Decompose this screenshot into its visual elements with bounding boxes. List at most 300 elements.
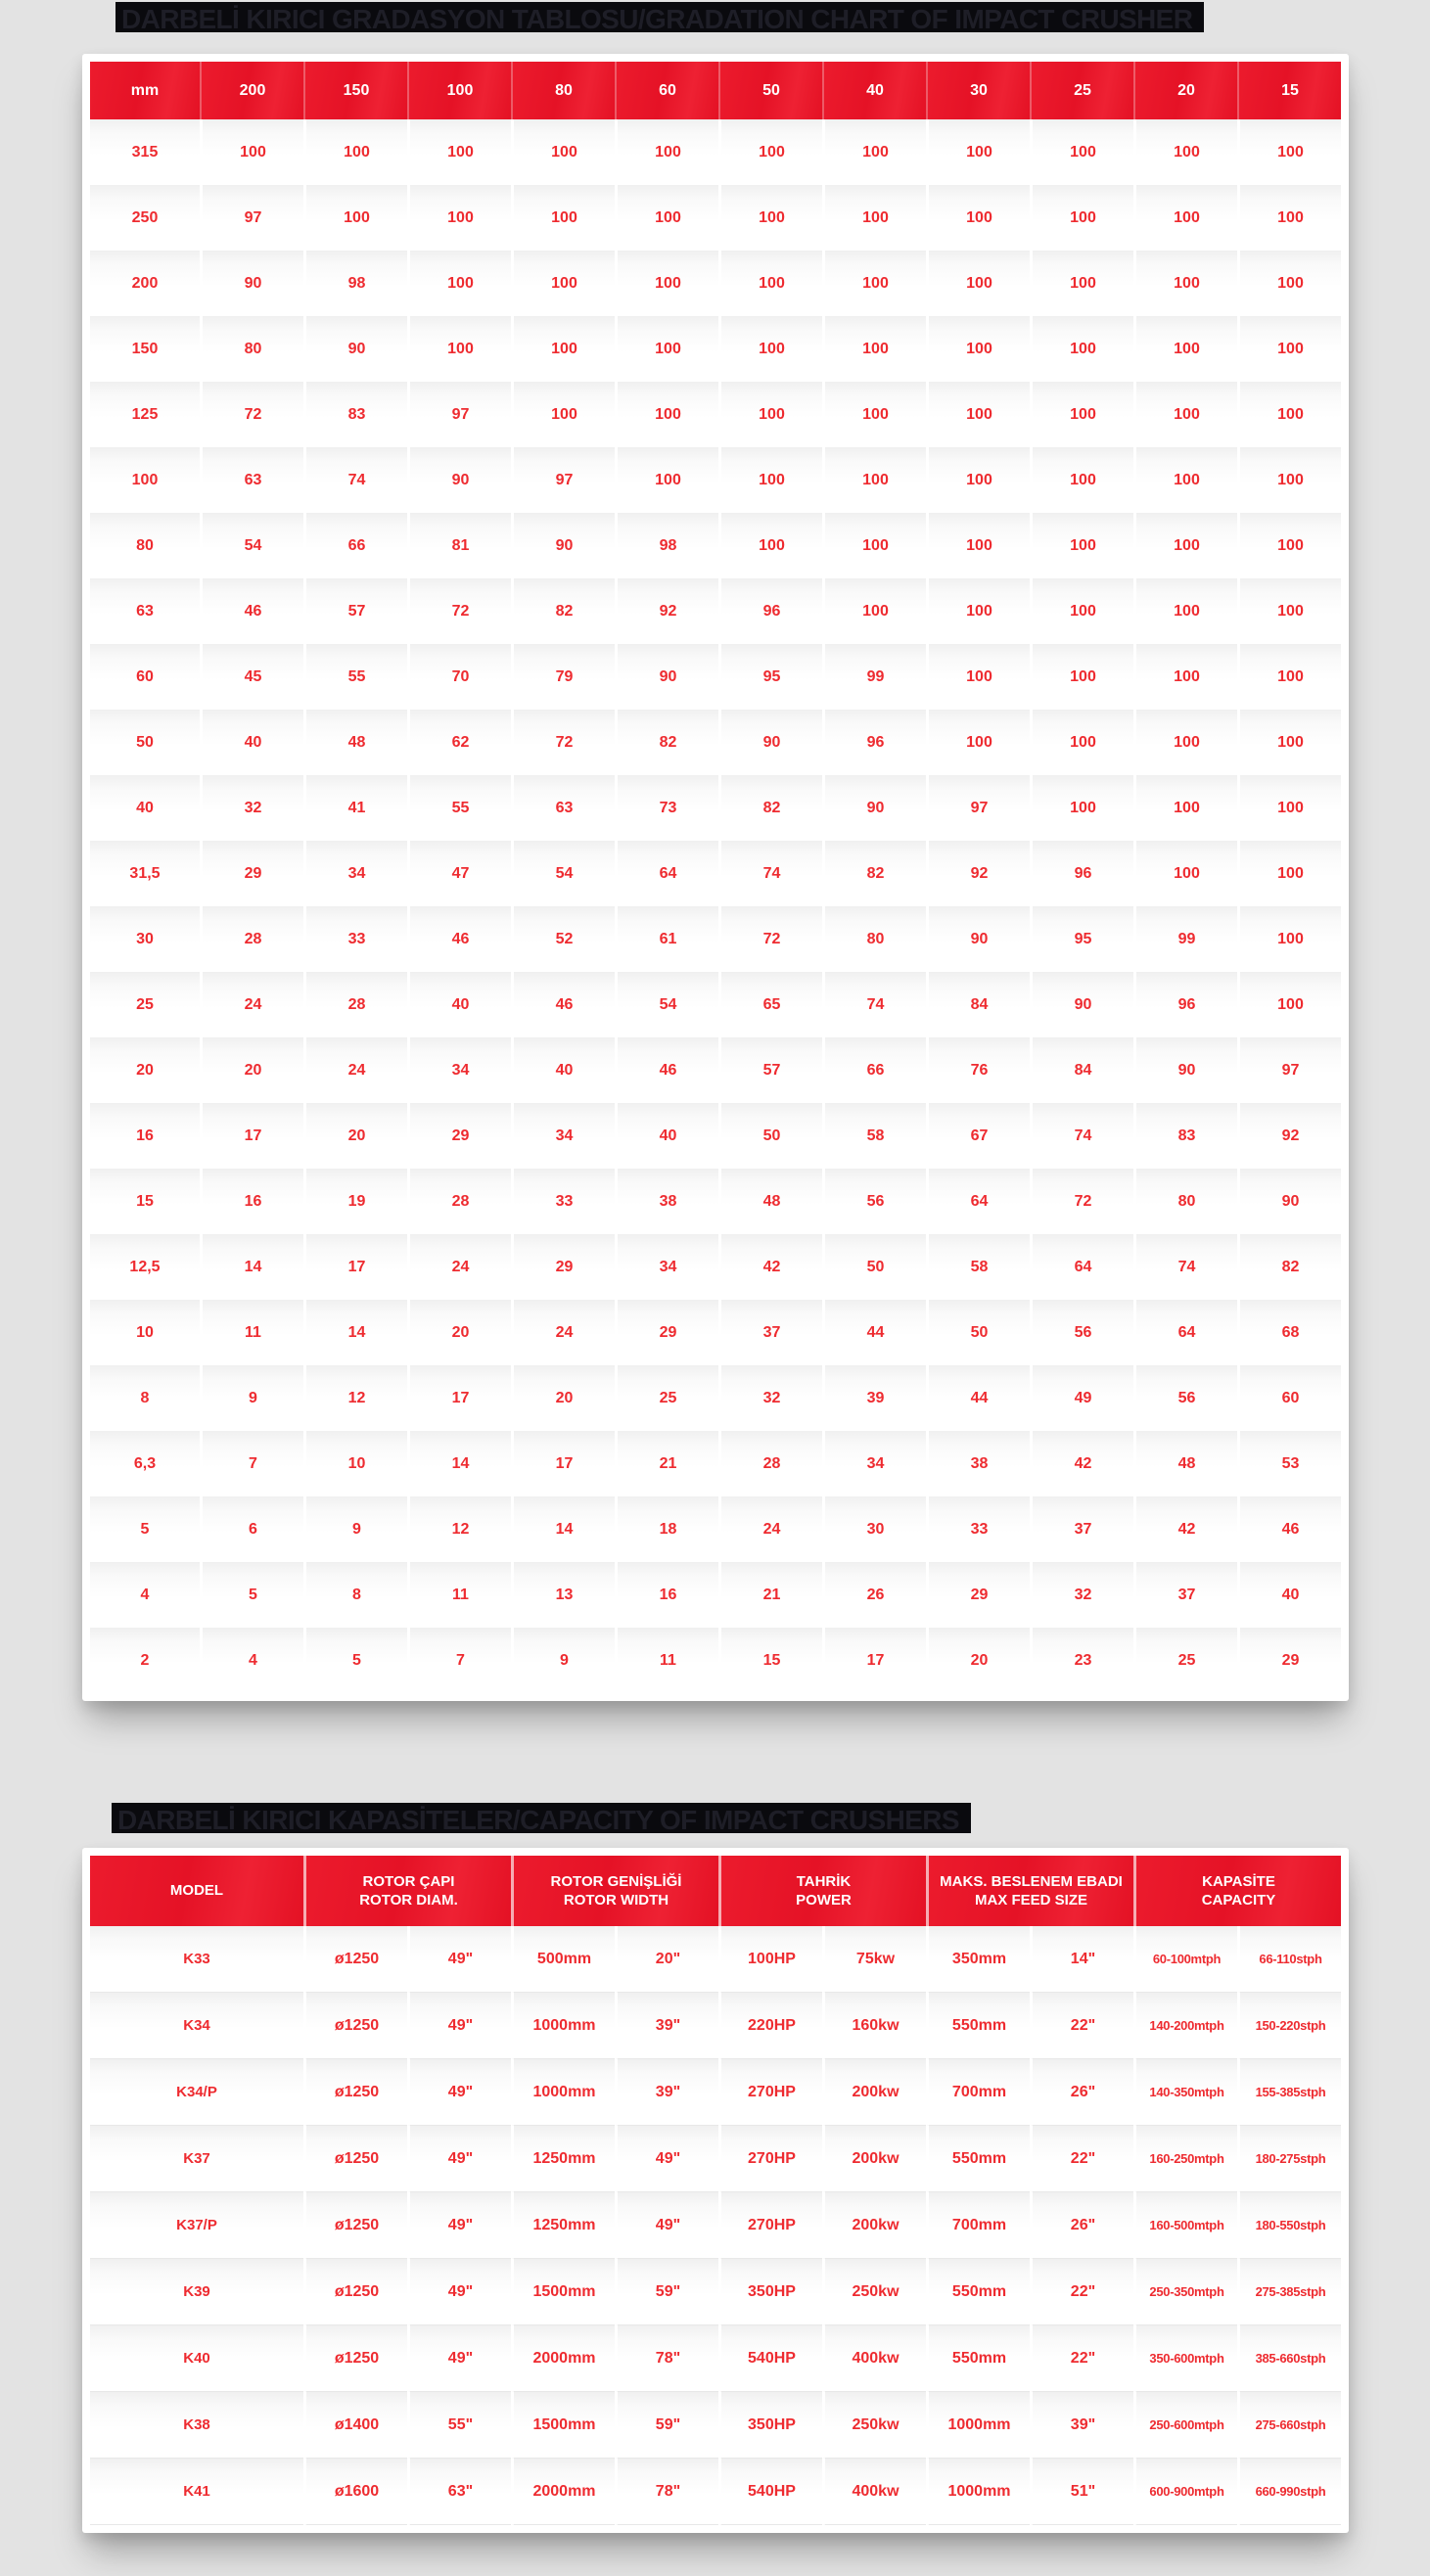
gradation-cell: 24: [200, 972, 303, 1037]
capacity-cell: 250-350mtph: [1133, 2259, 1237, 2325]
gradation-cell: 80: [822, 906, 926, 972]
gradation-cell: 82: [511, 578, 615, 644]
gradation-cell: 79: [511, 644, 615, 710]
gradation-col-header: 40: [822, 62, 926, 119]
gradation-cell: 11: [200, 1300, 303, 1365]
capacity-col-header: ROTOR GENİŞLİĞİ ROTOR WIDTH: [511, 1856, 718, 1926]
gradation-cell: 40: [200, 710, 303, 775]
gradation-cell: 100: [1133, 119, 1237, 185]
gradation-cell: 67: [926, 1103, 1030, 1169]
gradation-cell: 100: [822, 447, 926, 513]
gradation-cell: 100: [407, 251, 511, 316]
gradation-cell: 46: [200, 578, 303, 644]
gradation-cell: 34: [303, 841, 407, 906]
gradation-cell: 57: [303, 578, 407, 644]
gradation-cell: 99: [1133, 906, 1237, 972]
gradation-cell: 100: [407, 316, 511, 382]
capacity-row: [90, 2259, 1341, 2325]
gradation-cell: 5: [200, 1562, 303, 1628]
capacity-cell: 14": [1030, 1926, 1133, 1993]
capacity-cell: 550mm: [926, 2259, 1030, 2325]
gradation-cell: 12: [407, 1496, 511, 1562]
gradation-cell: 57: [718, 1037, 822, 1103]
capacity-tbody: [90, 1926, 1341, 2525]
gradation-cell: 40: [407, 972, 511, 1037]
gradation-cell: 100: [1133, 251, 1237, 316]
gradation-cell: 72: [407, 578, 511, 644]
gradation-cell: 25: [615, 1365, 718, 1431]
capacity-cell: 78": [615, 2325, 718, 2392]
gradation-cell: 97: [926, 775, 1030, 841]
gradation-row: [90, 1431, 1341, 1496]
gradation-cell: 29: [926, 1562, 1030, 1628]
capacity-cell: ø1250: [303, 1926, 407, 1993]
gradation-row: [90, 1300, 1341, 1365]
gradation-cell: 74: [718, 841, 822, 906]
gradation-cell: 17: [200, 1103, 303, 1169]
capacity-cell: 51": [1030, 2459, 1133, 2525]
gradation-row: [90, 316, 1341, 382]
capacity-cell: 350HP: [718, 2259, 822, 2325]
gradation-cell: 100: [718, 513, 822, 578]
gradation-row-label: 10: [90, 1300, 200, 1365]
gradation-cell: 100: [822, 185, 926, 251]
capacity-row: [90, 2059, 1341, 2126]
gradation-cell: 100: [822, 513, 926, 578]
capacity-cell: 66-110stph: [1237, 1926, 1341, 1993]
gradation-cell: 96: [718, 578, 822, 644]
capacity-cell: ø1250: [303, 2325, 407, 2392]
gradation-cell: 92: [615, 578, 718, 644]
gradation-cell: 46: [407, 906, 511, 972]
capacity-cell: 1000mm: [511, 2059, 615, 2126]
gradation-cell: 29: [615, 1300, 718, 1365]
gradation-cell: 48: [1133, 1431, 1237, 1496]
gradation-cell: 90: [303, 316, 407, 382]
capacity-model-label: K34/P: [90, 2059, 303, 2126]
gradation-cell: 100: [1133, 513, 1237, 578]
gradation-cell: 20: [200, 1037, 303, 1103]
gradation-cell: 100: [926, 644, 1030, 710]
gradation-cell: 100: [511, 251, 615, 316]
capacity-cell: 20": [615, 1926, 718, 1993]
capacity-cell: 200kw: [822, 2126, 926, 2192]
gradation-row-label: 5: [90, 1496, 200, 1562]
capacity-cell: 250kw: [822, 2392, 926, 2459]
gradation-cell: 100: [926, 578, 1030, 644]
gradation-cell: 40: [1237, 1562, 1341, 1628]
capacity-col-header: TAHRİK POWER: [718, 1856, 926, 1926]
gradation-cell: 90: [407, 447, 511, 513]
capacity-model-label: K40: [90, 2325, 303, 2392]
gradation-cell: 100: [615, 185, 718, 251]
capacity-row: [90, 2459, 1341, 2525]
gradation-cell: 96: [1030, 841, 1133, 906]
capacity-row: [90, 2126, 1341, 2192]
gradation-cell: 100: [926, 316, 1030, 382]
gradation-cell: 21: [718, 1562, 822, 1628]
gradation-cell: 42: [1030, 1431, 1133, 1496]
gradation-cell: 63: [511, 775, 615, 841]
capacity-cell: 250-600mtph: [1133, 2392, 1237, 2459]
gradation-cell: 52: [511, 906, 615, 972]
gradation-cell: 80: [200, 316, 303, 382]
gradation-cell: 90: [1237, 1169, 1341, 1234]
capacity-cell: 180-275stph: [1237, 2126, 1341, 2192]
gradation-cell: 28: [718, 1431, 822, 1496]
gradation-row: [90, 578, 1341, 644]
gradation-cell: 100: [1237, 906, 1341, 972]
capacity-cell: 220HP: [718, 1993, 822, 2059]
gradation-cell: 82: [1237, 1234, 1341, 1300]
capacity-cell: 49": [407, 2192, 511, 2259]
capacity-cell: 160-250mtph: [1133, 2126, 1237, 2192]
gradation-cell: 100: [615, 447, 718, 513]
capacity-model-label: K34: [90, 1993, 303, 2059]
gradation-cell: 54: [200, 513, 303, 578]
gradation-cell: 20: [511, 1365, 615, 1431]
gradation-cell: 100: [718, 119, 822, 185]
capacity-model-label: K41: [90, 2459, 303, 2525]
gradation-cell: 80: [1133, 1169, 1237, 1234]
capacity-cell: 160kw: [822, 1993, 926, 2059]
gradation-row: [90, 1234, 1341, 1300]
gradation-cell: 15: [718, 1628, 822, 1693]
gradation-row-label: 8: [90, 1365, 200, 1431]
gradation-cell: 20: [407, 1300, 511, 1365]
capacity-cell: 270HP: [718, 2059, 822, 2126]
capacity-title-text: DARBELİ KIRICI KAPASİTELER/CAPACITY OF IMPACT CRUSHERS: [112, 1803, 971, 1845]
gradation-cell: 100: [303, 119, 407, 185]
gradation-cell: 33: [303, 906, 407, 972]
gradation-cell: 38: [615, 1169, 718, 1234]
gradation-cell: 44: [822, 1300, 926, 1365]
capacity-card: [82, 1848, 1349, 2533]
gradation-cell: 100: [1237, 578, 1341, 644]
capacity-cell: 200kw: [822, 2192, 926, 2259]
capacity-cell: 49": [615, 2126, 718, 2192]
capacity-cell: 49": [407, 1993, 511, 2059]
gradation-row-label: 80: [90, 513, 200, 578]
gradation-cell: 90: [1133, 1037, 1237, 1103]
gradation-cell: 100: [1133, 775, 1237, 841]
capacity-cell: 660-990stph: [1237, 2459, 1341, 2525]
gradation-cell: 62: [407, 710, 511, 775]
gradation-cell: 100: [1030, 382, 1133, 447]
gradation-cell: 82: [718, 775, 822, 841]
gradation-cell: 100: [1133, 644, 1237, 710]
gradation-cell: 14: [511, 1496, 615, 1562]
gradation-cell: 20: [303, 1103, 407, 1169]
capacity-cell: 140-350mtph: [1133, 2059, 1237, 2126]
gradation-cell: 13: [511, 1562, 615, 1628]
gradation-cell: 100: [1030, 185, 1133, 251]
gradation-cell: 45: [200, 644, 303, 710]
gradation-row: [90, 185, 1341, 251]
gradation-row: [90, 119, 1341, 185]
gradation-cell: 17: [822, 1628, 926, 1693]
gradation-cell: 65: [718, 972, 822, 1037]
gradation-cell: 63: [200, 447, 303, 513]
capacity-header-row: [90, 1856, 1341, 1926]
gradation-cell: 48: [303, 710, 407, 775]
gradation-cell: 100: [303, 185, 407, 251]
gradation-cell: 40: [615, 1103, 718, 1169]
gradation-cell: 100: [718, 251, 822, 316]
capacity-cell: 1500mm: [511, 2392, 615, 2459]
gradation-row-label: 31,5: [90, 841, 200, 906]
gradation-cell: 40: [511, 1037, 615, 1103]
gradation-row-label: 6,3: [90, 1431, 200, 1496]
gradation-cell: 100: [822, 382, 926, 447]
gradation-cell: 96: [822, 710, 926, 775]
gradation-cell: 74: [1133, 1234, 1237, 1300]
gradation-cell: 74: [822, 972, 926, 1037]
gradation-row: [90, 251, 1341, 316]
gradation-cell: 100: [1030, 775, 1133, 841]
capacity-model-label: K37: [90, 2126, 303, 2192]
capacity-cell: 550mm: [926, 2126, 1030, 2192]
gradation-cell: 33: [511, 1169, 615, 1234]
gradation-cell: 46: [511, 972, 615, 1037]
gradation-col-header: 50: [718, 62, 822, 119]
gradation-cell: 100: [926, 251, 1030, 316]
capacity-model-label: K39: [90, 2259, 303, 2325]
gradation-cell: 41: [303, 775, 407, 841]
gradation-cell: 11: [615, 1628, 718, 1693]
capacity-col-header: MODEL: [90, 1856, 303, 1926]
gradation-col-header: 150: [303, 62, 407, 119]
gradation-cell: 37: [1133, 1562, 1237, 1628]
gradation-cell: 95: [1030, 906, 1133, 972]
gradation-cell: 100: [1030, 447, 1133, 513]
gradation-cell: 100: [1237, 251, 1341, 316]
capacity-cell: 1250mm: [511, 2192, 615, 2259]
gradation-row: [90, 710, 1341, 775]
gradation-cell: 100: [511, 382, 615, 447]
gradation-row-label: 100: [90, 447, 200, 513]
capacity-row: [90, 1993, 1341, 2059]
gradation-cell: 55: [303, 644, 407, 710]
gradation-cell: 100: [926, 513, 1030, 578]
capacity-cell: 1000mm: [511, 1993, 615, 2059]
gradation-card: [82, 54, 1349, 1701]
gradation-cell: 100: [407, 185, 511, 251]
gradation-cell: 55: [407, 775, 511, 841]
gradation-cell: 66: [303, 513, 407, 578]
capacity-cell: 700mm: [926, 2059, 1030, 2126]
gradation-cell: 82: [822, 841, 926, 906]
capacity-cell: 550mm: [926, 2325, 1030, 2392]
capacity-cell: 1000mm: [926, 2459, 1030, 2525]
gradation-cell: 42: [1133, 1496, 1237, 1562]
gradation-cell: 16: [200, 1169, 303, 1234]
gradation-cell: 72: [718, 906, 822, 972]
gradation-row-label: 16: [90, 1103, 200, 1169]
capacity-cell: 39": [615, 2059, 718, 2126]
gradation-cell: 90: [822, 775, 926, 841]
gradation-cell: 100: [822, 316, 926, 382]
gradation-cell: 90: [511, 513, 615, 578]
gradation-cell: 100: [1133, 578, 1237, 644]
gradation-cell: 100: [1030, 578, 1133, 644]
gradation-cell: 92: [1237, 1103, 1341, 1169]
capacity-cell: 540HP: [718, 2325, 822, 2392]
gradation-cell: 100: [1030, 119, 1133, 185]
gradation-row: [90, 1169, 1341, 1234]
gradation-row-label: 40: [90, 775, 200, 841]
gradation-cell: 32: [200, 775, 303, 841]
gradation-cell: 100: [407, 119, 511, 185]
capacity-col-header: ROTOR ÇAPI ROTOR DIAM.: [303, 1856, 511, 1926]
gradation-cell: 48: [718, 1169, 822, 1234]
gradation-cell: 46: [615, 1037, 718, 1103]
gradation-cell: 28: [407, 1169, 511, 1234]
gradation-cell: 64: [615, 841, 718, 906]
gradation-cell: 32: [1030, 1562, 1133, 1628]
gradation-cell: 12: [303, 1365, 407, 1431]
gradation-cell: 21: [615, 1431, 718, 1496]
gradation-cell: 82: [615, 710, 718, 775]
gradation-row-label: 150: [90, 316, 200, 382]
capacity-cell: 1000mm: [926, 2392, 1030, 2459]
capacity-cell: ø1400: [303, 2392, 407, 2459]
gradation-cell: 34: [511, 1103, 615, 1169]
capacity-cell: 350HP: [718, 2392, 822, 2459]
capacity-cell: 49": [407, 2126, 511, 2192]
capacity-cell: 39": [1030, 2392, 1133, 2459]
capacity-cell: 49": [407, 2325, 511, 2392]
gradation-cell: 70: [407, 644, 511, 710]
capacity-cell: 26": [1030, 2192, 1133, 2259]
gradation-cell: 38: [926, 1431, 1030, 1496]
gradation-col-header: 200: [200, 62, 303, 119]
gradation-tbody: [90, 119, 1341, 1693]
capacity-cell: 540HP: [718, 2459, 822, 2525]
gradation-cell: 32: [718, 1365, 822, 1431]
gradation-cell: 49: [1030, 1365, 1133, 1431]
gradation-cell: 100: [1237, 972, 1341, 1037]
gradation-cell: 24: [718, 1496, 822, 1562]
capacity-cell: 275-385stph: [1237, 2259, 1341, 2325]
gradation-cell: 97: [407, 382, 511, 447]
capacity-model-label: K33: [90, 1926, 303, 1993]
gradation-cell: 34: [822, 1431, 926, 1496]
gradation-cell: 14: [407, 1431, 511, 1496]
capacity-model-label: K38: [90, 2392, 303, 2459]
gradation-col-header: 80: [511, 62, 615, 119]
gradation-cell: 95: [718, 644, 822, 710]
gradation-cell: 53: [1237, 1431, 1341, 1496]
gradation-col-header: 30: [926, 62, 1030, 119]
gradation-cell: 14: [200, 1234, 303, 1300]
capacity-cell: 350-600mtph: [1133, 2325, 1237, 2392]
gradation-cell: 9: [200, 1365, 303, 1431]
gradation-cell: 74: [303, 447, 407, 513]
gradation-row-label: 50: [90, 710, 200, 775]
capacity-cell: ø1600: [303, 2459, 407, 2525]
capacity-cell: 275-660stph: [1237, 2392, 1341, 2459]
gradation-cell: 72: [511, 710, 615, 775]
capacity-cell: 270HP: [718, 2192, 822, 2259]
gradation-cell: 100: [718, 447, 822, 513]
gradation-cell: 72: [200, 382, 303, 447]
gradation-section-title: [115, 2, 1204, 44]
gradation-row: [90, 1628, 1341, 1693]
gradation-cell: 72: [1030, 1169, 1133, 1234]
capacity-cell: 49": [407, 2259, 511, 2325]
gradation-cell: 90: [200, 251, 303, 316]
gradation-cell: 99: [822, 644, 926, 710]
gradation-cell: 100: [1133, 447, 1237, 513]
gradation-row-label: 30: [90, 906, 200, 972]
gradation-cell: 9: [303, 1496, 407, 1562]
capacity-cell: ø1250: [303, 2192, 407, 2259]
gradation-cell: 100: [615, 316, 718, 382]
gradation-cell: 5: [303, 1628, 407, 1693]
gradation-row: [90, 841, 1341, 906]
gradation-row-label: 125: [90, 382, 200, 447]
capacity-cell: 155-385stph: [1237, 2059, 1341, 2126]
gradation-cell: 100: [1237, 775, 1341, 841]
gradation-cell: 100: [511, 316, 615, 382]
gradation-cell: 50: [822, 1234, 926, 1300]
gradation-col-header: 20: [1133, 62, 1237, 119]
gradation-row: [90, 513, 1341, 578]
gradation-cell: 100: [1133, 710, 1237, 775]
gradation-cell: 73: [615, 775, 718, 841]
capacity-row: [90, 2392, 1341, 2459]
capacity-cell: ø1250: [303, 2259, 407, 2325]
gradation-cell: 100: [1237, 447, 1341, 513]
capacity-cell: 1500mm: [511, 2259, 615, 2325]
gradation-cell: 9: [511, 1628, 615, 1693]
gradation-cell: 100: [1237, 185, 1341, 251]
capacity-cell: 100HP: [718, 1926, 822, 1993]
gradation-cell: 56: [822, 1169, 926, 1234]
gradation-col-header: 100: [407, 62, 511, 119]
capacity-cell: 160-500mtph: [1133, 2192, 1237, 2259]
gradation-cell: 98: [303, 251, 407, 316]
gradation-cell: 100: [926, 185, 1030, 251]
gradation-row-label: 20: [90, 1037, 200, 1103]
gradation-cell: 68: [1237, 1300, 1341, 1365]
gradation-row-label: 25: [90, 972, 200, 1037]
gradation-cell: 100: [1237, 382, 1341, 447]
gradation-row: [90, 1037, 1341, 1103]
gradation-cell: 100: [1030, 316, 1133, 382]
gradation-cell: 60: [1237, 1365, 1341, 1431]
gradation-cell: 100: [1237, 119, 1341, 185]
gradation-cell: 34: [407, 1037, 511, 1103]
gradation-cell: 100: [200, 119, 303, 185]
gradation-cell: 16: [615, 1562, 718, 1628]
gradation-cell: 33: [926, 1496, 1030, 1562]
capacity-col-header: KAPASİTE CAPACITY: [1133, 1856, 1341, 1926]
gradation-cell: 24: [407, 1234, 511, 1300]
gradation-row: [90, 1103, 1341, 1169]
gradation-cell: 100: [1030, 251, 1133, 316]
gradation-cell: 96: [1133, 972, 1237, 1037]
gradation-header-row: [90, 62, 1341, 119]
gradation-cell: 98: [615, 513, 718, 578]
capacity-cell: 49": [407, 2059, 511, 2126]
gradation-cell: 100: [615, 251, 718, 316]
capacity-cell: ø1250: [303, 2126, 407, 2192]
gradation-cell: 26: [822, 1562, 926, 1628]
gradation-cell: 100: [926, 710, 1030, 775]
gradation-cell: 34: [615, 1234, 718, 1300]
